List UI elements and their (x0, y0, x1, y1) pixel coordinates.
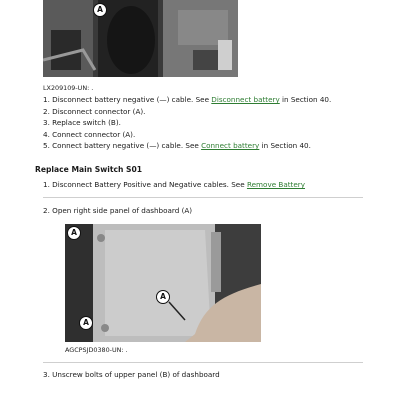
photo-1-caption: LX209109-UN: . (43, 84, 94, 92)
photo-1-callout-a: A (93, 3, 107, 17)
divider (43, 362, 363, 363)
section-step-1: 1. Disconnect Battery Positive and Negative cables. See Remove Battery (43, 180, 306, 189)
step-item: 2. Disconnect connector (A). (43, 106, 146, 116)
divider (43, 197, 363, 198)
section-step-3: 3. Unscrew bolts of upper panel (B) of dashboard (43, 370, 220, 379)
step-item: 5. Connect battery negative (—) cable. See Connect battery in Section 40. (43, 141, 311, 151)
photo-2-callout-a-middle: A (156, 290, 170, 304)
dashboard-panel-photo (65, 224, 261, 342)
disconnect-battery-link[interactable]: Disconnect battery (211, 95, 280, 104)
connect-battery-link[interactable]: Connect battery (201, 141, 260, 151)
component-photo-1 (43, 0, 238, 77)
section-step-2: 2. Open right side panel of dashboard (A) (43, 206, 193, 215)
step-item: 4. Connect connector (A). (43, 129, 136, 139)
photo-2-illustration (65, 224, 261, 342)
photo-2-callout-a-bottom: A (79, 316, 93, 330)
photo-2-caption: AGCPSJD0380-UN: . (65, 346, 128, 354)
photo-2-callout-a-top: A (67, 226, 81, 240)
step-item: 1. Disconnect battery negative (—) cable. See Disconnect battery in Section 40. (43, 95, 332, 104)
section-heading: Replace Main Switch S01 (35, 165, 143, 174)
photo-1-illustration (43, 0, 238, 77)
steps-list-1 (43, 96, 331, 154)
remove-battery-link[interactable]: Remove Battery (246, 180, 306, 189)
step-item: 3. Replace switch (B). (43, 118, 121, 128)
